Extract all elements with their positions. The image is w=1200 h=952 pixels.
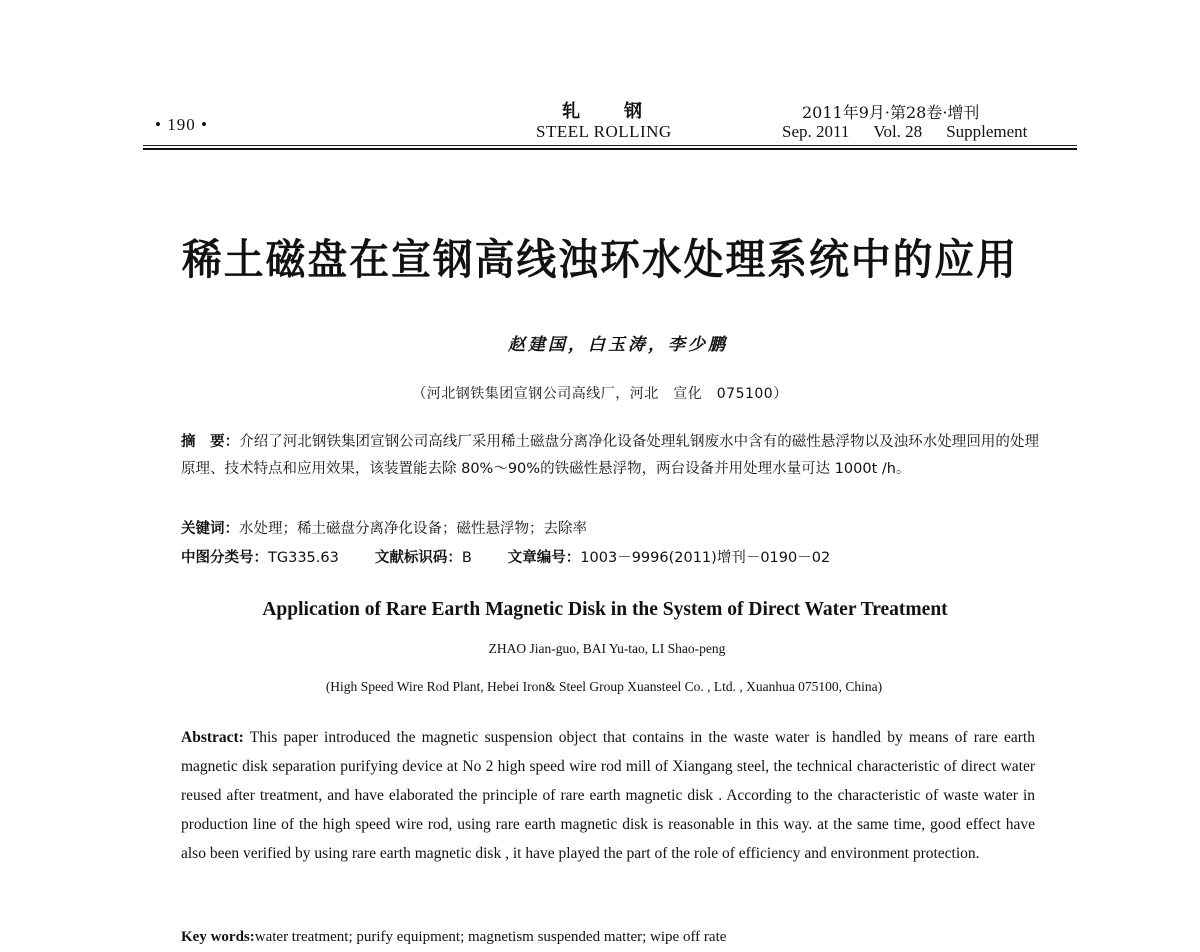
affiliation-en: (High Speed Wire Rod Plant, Hebei Iron& Steel Group Xuansteel Co. , Ltd. , Xuanhua 075100, China) [325, 679, 883, 694]
issue-date: Sep. 2011 [782, 122, 850, 141]
document-code: 文献标识码：B [374, 550, 472, 566]
article-title-cn: 稀土磁盘在宣钢高线浊环水处理系统中的应用 [181, 235, 1018, 284]
abstract-en [181, 723, 1035, 868]
page-number: • 190 • [155, 115, 208, 134]
keywords-cn-label: 关键词： [181, 521, 239, 537]
issue-type: Supplement [946, 122, 1028, 141]
keywords-en-text: water treatment; purify equipment; magnetism suspended matter; wipe off rate [254, 929, 727, 945]
issue-info-en [782, 122, 1027, 142]
header-rule-thick [143, 148, 1077, 150]
authors-en: ZHAO Jian-guo, BAI Yu-tao, LI Shao-peng [488, 641, 726, 656]
issue-volume: Vol. 28 [873, 122, 923, 141]
journal-name-en: STEEL ROLLING [536, 122, 672, 141]
keywords-en [181, 929, 726, 946]
keywords-cn [181, 517, 587, 538]
abstract-cn-text: 介绍了河北钢铁集团宣钢公司高线厂采用稀土磁盘分离净化设备处理轧钢废水中含有的磁性悬浮物以及浊环水处理回用的处理原理、技术特点和应用效果，该装置能去除 80%～90%的铁磁性悬浮物，两台设备并用处理水量可达 1000t /h。 [181, 434, 1040, 477]
abstract-cn [181, 429, 1039, 483]
abstract-en-label: Abstract: [181, 729, 244, 746]
authors-cn: 赵建国，白玉涛，李少鹏 [508, 335, 728, 355]
article-title-en: Application of Rare Earth Magnetic Disk in the System of Direct Water Treatment [262, 599, 948, 620]
journal-name-cn: 轧钢 [562, 101, 686, 122]
abstract-cn-label: 摘 要： [181, 434, 240, 450]
clc-number: 中图分类号：TG335.63 [181, 550, 339, 566]
header-rule-thin [143, 145, 1077, 146]
keywords-cn-text: 水处理；稀土磁盘分离净化设备；磁性悬浮物；去除率 [239, 521, 587, 537]
classification-line [181, 546, 866, 567]
abstract-en-text: This paper introduced the magnetic suspension object that contains in the waste water is handled by means of rare earth magnetic disk separation purifying device at No 2 high speed wire rod mill of Xiangang steel, the technical characteristic of direct water reused after treatment, and have elaborated the principle of rare earth magnetic disk . According to the characteristic of waste water in production line of the high speed wire rod, using rare earth magnetic disk is reasonable in this way. at the same time, good effect have also been verified by using rare earth magnetic disk , it have played the part of the role of efficiency and environment protection. [181, 729, 1035, 862]
keywords-en-label: Key words: [181, 929, 255, 945]
issue-info-cn: 2011年9月·第28卷·增刊 [802, 103, 980, 122]
article-id: 文章编号：1003－9996(2011)增刊－0190－02 [507, 550, 831, 566]
affiliation-cn: （河北钢铁集团宣钢公司高线厂，河北 宣化 075100） [412, 386, 788, 402]
